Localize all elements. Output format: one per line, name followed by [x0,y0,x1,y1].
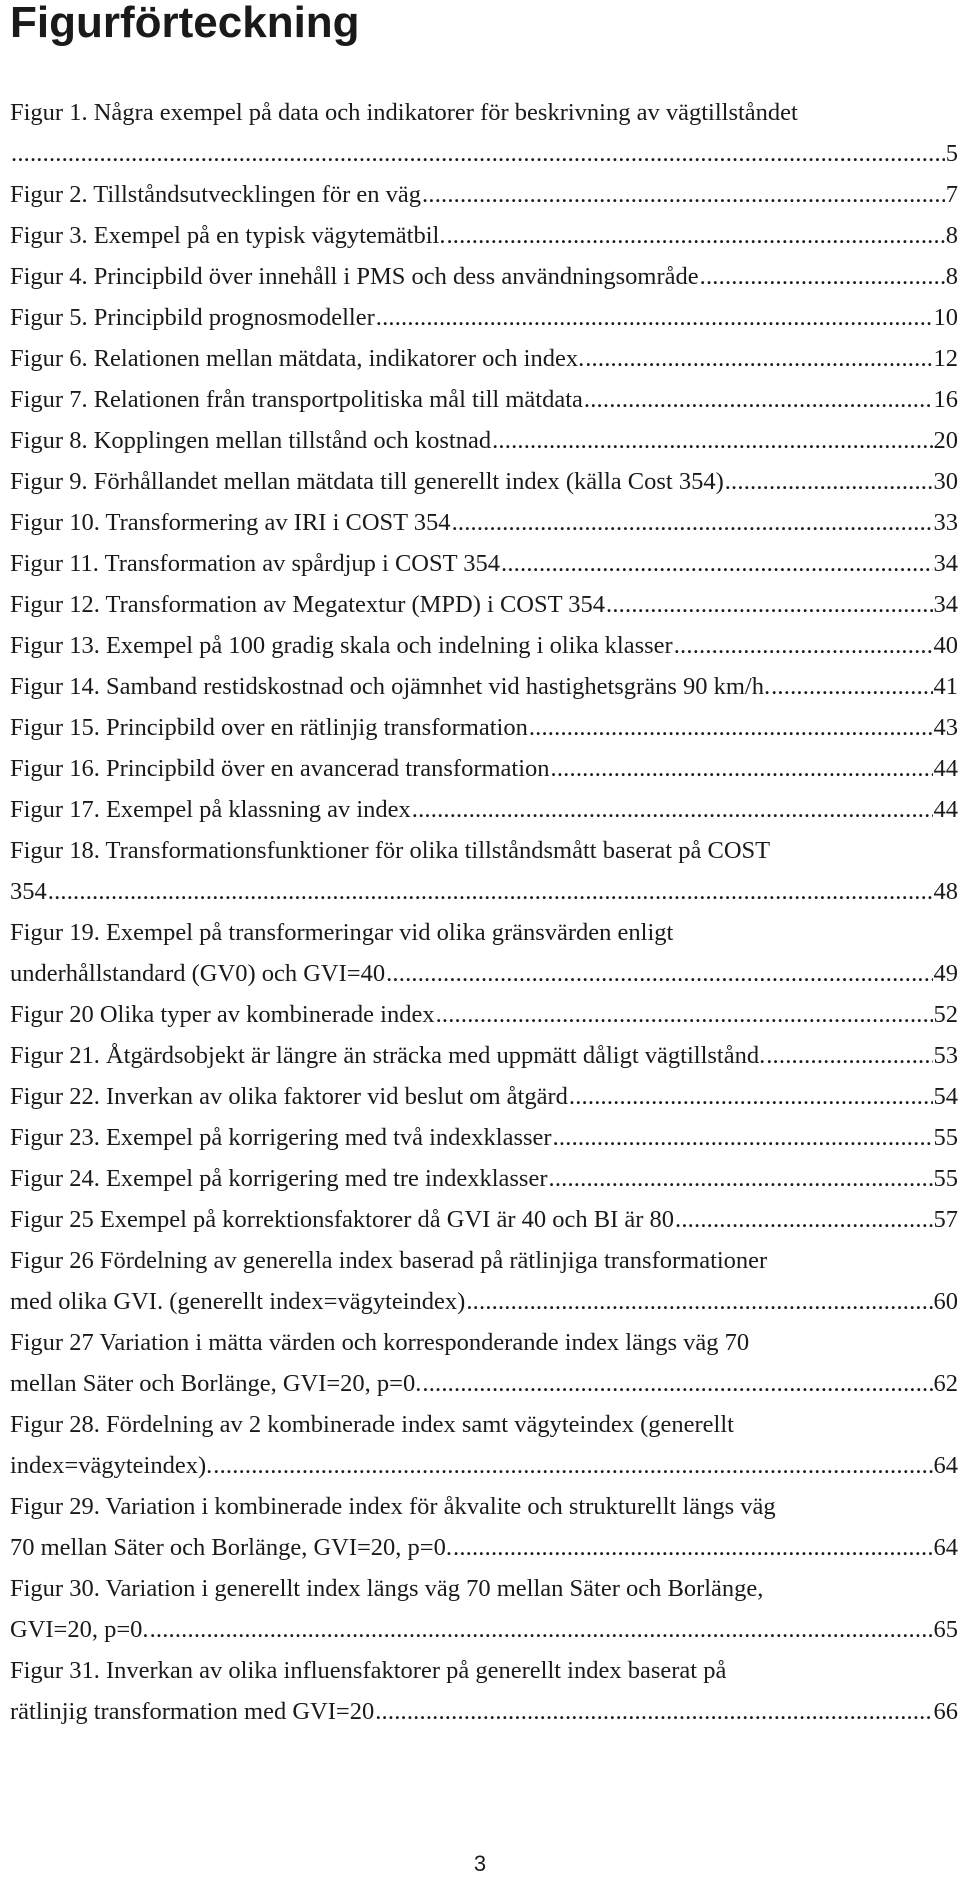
dot-leader [606,584,932,625]
toc-entry-text: Figur 10. Transformering av IRI i COST 354 [10,509,451,536]
dot-leader [386,953,932,994]
toc-entry[interactable] [10,707,958,748]
dot-leader [11,133,945,174]
toc-entry[interactable] [10,666,958,707]
toc-entry-text: Figur 28. Fördelning av 2 kombinerade index samt vägyteindex (generellt [10,1411,734,1438]
toc-entry-line [10,789,958,830]
toc-entry-line [10,420,958,461]
dot-leader [48,871,933,912]
toc-entry-line [10,748,958,789]
dot-leader [771,666,932,707]
figure-list [10,92,958,1732]
toc-entry-text: Figur 20 Olika typer av kombinerade index [10,1001,435,1028]
toc-page-number: 8 [945,263,958,290]
toc-entry[interactable] [10,1117,958,1158]
toc-entry-line [10,133,958,174]
toc-page-number: 57 [933,1206,958,1233]
toc-entry-text: Figur 9. Förhållandet mellan mätdata till generellt index (källa Cost 354) [10,468,724,495]
toc-entry-text: Figur 6. Relationen mellan mätdata, indikatorer och index. [10,345,585,372]
toc-page-number: 55 [933,1124,958,1151]
toc-entry-text: Figur 8. Kopplingen mellan tillstånd och kostnad [10,427,492,454]
toc-page-number: 48 [933,878,958,905]
toc-entry[interactable] [10,1199,958,1240]
toc-entry-line [10,1158,958,1199]
toc-entry-line [10,1363,958,1404]
toc-entry[interactable] [10,789,958,830]
toc-page-number: 64 [933,1534,958,1561]
toc-entry[interactable] [10,92,958,174]
dot-leader [529,707,933,748]
toc-entry-text: Figur 15. Principbild over en rätlinjig transformation [10,714,528,741]
page-number: 3 [473,1851,487,1876]
toc-entry-text: Figur 2. Tillståndsutvecklingen för en väg [10,181,422,208]
toc-entry-line [10,1199,958,1240]
toc-entry-text: Figur 18. Transformationsfunktioner för olika tillståndsmått baserat på COST [10,837,771,864]
toc-page-number: 40 [933,632,958,659]
dot-leader [569,1076,933,1117]
toc-entry-text: GVI=20, p=0. [10,1616,149,1643]
toc-entry-line [10,543,958,584]
toc-entry-line [10,1609,958,1650]
toc-entry-line [10,1691,958,1732]
toc-entry-text: Figur 3. Exempel på en typisk vägytemätbil. [10,222,446,249]
dot-leader [674,625,933,666]
toc-entry-text: Figur 1. Några exempel på data och indikatorer för beskrivning av vägtillståndet [10,99,798,126]
toc-page-number: 43 [933,714,958,741]
toc-page-number: 5 [945,140,958,167]
toc-entry-text: 70 mellan Säter och Borlänge, GVI=20, p=0. [10,1534,452,1561]
dot-leader [553,1117,933,1158]
toc-entry[interactable] [10,1158,958,1199]
dot-leader [422,174,945,215]
toc-entry[interactable] [10,461,958,502]
toc-entry-line [10,297,958,338]
toc-entry[interactable] [10,994,958,1035]
toc-entry-text: Figur 11. Transformation av spårdjup i COST 354 [10,550,501,577]
toc-entry[interactable] [10,830,958,912]
toc-page-number: 55 [933,1165,958,1192]
toc-entry-line [10,1527,958,1568]
toc-entry-line [10,502,958,543]
dot-leader [585,338,932,379]
toc-page-number: 49 [933,960,958,987]
toc-page-number: 33 [933,509,958,536]
dot-leader [422,1363,932,1404]
dot-leader [375,1691,932,1732]
dot-leader [452,502,933,543]
toc-entry[interactable] [10,1322,958,1404]
toc-entry-text: Figur 30. Variation i generellt index längs väg 70 mellan Säter och Borlänge, [10,1575,764,1602]
toc-entry[interactable] [10,1076,958,1117]
toc-entry-text: Figur 7. Relationen från transportpolitiska mål till mätdata [10,386,583,413]
toc-entry[interactable] [10,625,958,666]
toc-entry-line [10,379,958,420]
toc-page-number: 10 [933,304,958,331]
toc-entry[interactable] [10,748,958,789]
toc-entry[interactable] [10,912,958,994]
toc-page-number: 60 [933,1288,958,1315]
toc-entry-line [10,1035,958,1076]
toc-page-number: 8 [945,222,958,249]
toc-entry-text: Figur 27 Variation i mätta värden och korresponderande index längs väg 70 [10,1329,750,1356]
toc-entry[interactable] [10,1568,958,1650]
dot-leader [584,379,933,420]
toc-entry[interactable] [10,1035,958,1076]
toc-entry[interactable] [10,215,958,256]
toc-entry-line [10,707,958,748]
toc-entry-text: 354 [10,878,47,905]
toc-entry-line [10,1076,958,1117]
toc-entry-text: Figur 17. Exempel på klassning av index [10,796,411,823]
toc-entry-line [10,256,958,297]
toc-entry[interactable] [10,379,958,420]
toc-entry-text: Figur 26 Fördelning av generella index baserad på rätlinjiga transformationer [10,1247,768,1274]
toc-page-number: 64 [933,1452,958,1479]
toc-entry-line [10,625,958,666]
toc-page-number: 20 [933,427,958,454]
dot-leader [150,1609,933,1650]
toc-entry-text: Figur 25 Exempel på korrektionsfaktorer då GVI är 40 och BI är 80 [10,1206,675,1233]
toc-entry[interactable] [10,1650,958,1732]
toc-entry-text: Figur 13. Exempel på 100 gradig skala och indelning i olika klasser [10,632,673,659]
dot-leader [766,1035,932,1076]
toc-page-number: 7 [945,181,958,208]
dot-leader [549,1158,933,1199]
toc-entry[interactable] [10,1486,958,1568]
dot-leader [412,789,933,830]
toc-page-number: 54 [933,1083,958,1110]
toc-page-number: 62 [933,1370,958,1397]
toc-entry-line [10,174,958,215]
toc-entry[interactable] [10,297,958,338]
toc-entry[interactable] [10,338,958,379]
toc-entry-line [10,584,958,625]
toc-entry-text: underhållstandard (GV0) och GVI=40 [10,960,386,987]
toc-page-number: 34 [933,550,958,577]
page-title: Figurförteckning [10,0,360,47]
dot-leader [453,1527,933,1568]
toc-entry-line [10,953,958,994]
toc-page-number: 44 [933,755,958,782]
toc-entry-line [10,215,958,256]
toc-entry-text: Figur 29. Variation i kombinerade index för åkvalite och strukturellt längs väg [10,1493,776,1520]
toc-page-number: 12 [933,345,958,372]
toc-entry-text: Figur 23. Exempel på korrigering med två indexklasser [10,1124,552,1151]
toc-entry-text: Figur 21. Åtgärdsobjekt är längre än sträcka med uppmätt dåligt vägtillstånd. [10,1042,766,1069]
toc-entry[interactable] [10,502,958,543]
toc-entry-line [10,1117,958,1158]
toc-page-number: 53 [933,1042,958,1069]
toc-entry-text: index=vägyteindex). [10,1452,213,1479]
toc-entry-line [10,1445,958,1486]
toc-entry[interactable] [10,420,958,461]
dot-leader [466,1281,932,1322]
toc-entry-text: Figur 14. Samband restidskostnad och ojämnhet vid hastighetsgräns 90 km/h. [10,673,771,700]
toc-page-number: 16 [933,386,958,413]
toc-entry[interactable] [10,584,958,625]
toc-entry[interactable] [10,1240,958,1322]
toc-entry-line [10,994,958,1035]
toc-entry-line [10,666,958,707]
toc-page-number: 44 [933,796,958,823]
toc-entry-text: Figur 16. Principbild över en avancerad transformation [10,755,550,782]
dot-leader [436,994,933,1035]
toc-page-number: 52 [933,1001,958,1028]
toc-entry-text: Figur 19. Exempel på transformeringar vid olika gränsvärden enligt [10,919,674,946]
toc-entry[interactable] [10,543,958,584]
dot-leader [446,215,944,256]
dot-leader [501,543,932,584]
toc-entry-text: Figur 22. Inverkan av olika faktorer vid beslut om åtgärd [10,1083,568,1110]
toc-page-number: 30 [933,468,958,495]
toc-entry-text: Figur 5. Principbild prognosmodeller [10,304,375,331]
toc-entry-text: Figur 4. Principbild över innehåll i PMS och dess användningsområde [10,263,699,290]
toc-entry-line [10,461,958,502]
toc-entry[interactable] [10,174,958,215]
toc-page-number: 41 [933,673,958,700]
toc-page-number: 34 [933,591,958,618]
toc-entry-text: Figur 24. Exempel på korrigering med tre indexklasser [10,1165,548,1192]
dot-leader [675,1199,932,1240]
toc-entry-text: Figur 12. Transformation av Megatextur (MPD) i COST 354 [10,591,606,618]
toc-entry-text: med olika GVI. (generellt index=vägyteindex) [10,1288,466,1315]
toc-entry-text: Figur 31. Inverkan av olika influensfaktorer på generellt index baserat på [10,1657,727,1684]
toc-entry-line [10,1281,958,1322]
dot-leader [725,461,933,502]
dot-leader [700,256,945,297]
toc-entry[interactable] [10,256,958,297]
toc-page-number: 66 [933,1698,958,1725]
toc-entry-line [10,871,958,912]
dot-leader [492,420,932,461]
toc-entry-text: mellan Säter och Borlänge, GVI=20, p=0. [10,1370,422,1397]
toc-page-number: 65 [933,1616,958,1643]
dot-leader [213,1445,932,1486]
toc-entry-text: rätlinjig transformation med GVI=20 [10,1698,375,1725]
toc-entry-line [10,338,958,379]
dot-leader [551,748,933,789]
toc-entry[interactable] [10,1404,958,1486]
dot-leader [376,297,933,338]
